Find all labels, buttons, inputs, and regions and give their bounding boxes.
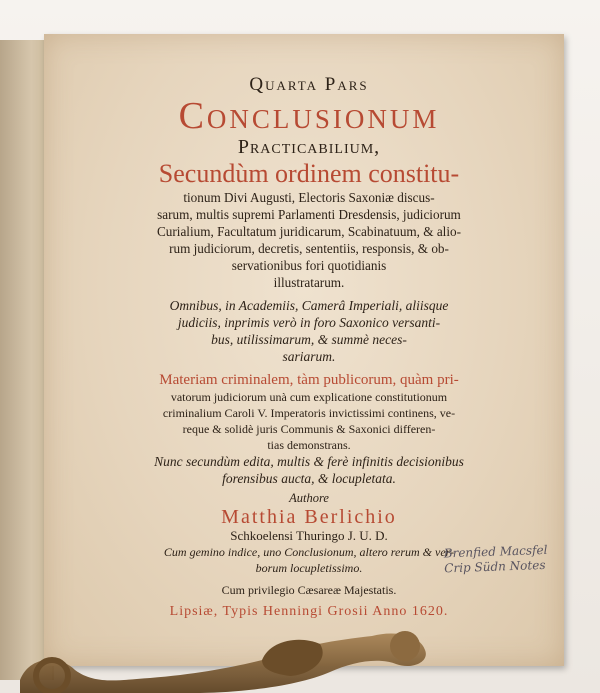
title-line-1: Quarta Pars	[249, 74, 369, 95]
manuscript-line-2: Crip Südn Notes	[444, 557, 546, 576]
author-origin: Schkoelensi Thuringo J. U. D.	[230, 528, 388, 543]
text-line-13: bus, utilissimarum, & summè neces-	[211, 332, 407, 347]
title-line-4: Secundùm ordinem constitu-	[158, 159, 460, 188]
author-label: Authore	[289, 491, 329, 505]
text-line-18: reque & solidè juris Communis & Saxonici differen-	[182, 422, 436, 436]
text-line-8: rum judiciorum, decretis, sententiis, responsis, & ob-	[169, 241, 449, 256]
bronze-ornament	[0, 600, 600, 693]
index-line-1: Cum gemino indice, uno Conclusionum, altero rerum & ver-	[163, 545, 455, 559]
author-name: Matthia Berlichio	[221, 506, 397, 528]
index-line-2: borum locupletissimo.	[255, 561, 363, 575]
title-page-text	[64, 74, 554, 620]
manuscript-line-1: Brenfied Macsfel	[443, 542, 548, 561]
text-line-17: criminalium Caroli V. Imperatoris invictissimi continens, ve-	[162, 406, 456, 420]
imprint-line: Lipsiæ, Typis Henningi Grosii Anno 1620.	[169, 604, 449, 619]
text-line-14: sariarum.	[282, 349, 336, 364]
text-line-5: tionum Divi Augusti, Electoris Saxoniæ discus-	[183, 190, 435, 205]
text-line-11: Omnibus, in Academiis, Camerâ Imperiali, aliisque	[169, 298, 449, 313]
title-line-2: Conclusionum	[178, 96, 440, 136]
text-line-6: sarum, multis supremi Parlamenti Dresdensis, judiciorum	[157, 207, 461, 222]
text-line-16: vatorum judiciorum unà cum explicatione constitutionum	[170, 390, 448, 404]
text-line-20: Nunc secundùm edita, multis & ferè infinitis decisionibus	[154, 454, 464, 469]
text-line-21: forensibus aucta, & locupletata.	[222, 471, 396, 486]
title-line-3: Practicabilium,	[237, 136, 381, 158]
text-line-19: tias demonstrans.	[267, 438, 351, 452]
text-line-7: Curialium, Facultatum juridicarum, Scabinatuum, & alio-	[157, 224, 461, 239]
title-page	[44, 34, 564, 666]
text-line-12: judiciis, inprimis verò in foro Saxonico versanti-	[177, 315, 441, 330]
privilege-line: Cum privilegio Cæsareæ Majestatis.	[221, 583, 397, 597]
manuscript-note	[444, 542, 585, 577]
text-line-15: Materiam criminalem, tàm publicorum, quàm pri-	[159, 372, 459, 388]
text-line-10: illustratarum.	[273, 275, 345, 290]
text-line-9: servationibus fori quotidianis	[231, 258, 387, 273]
